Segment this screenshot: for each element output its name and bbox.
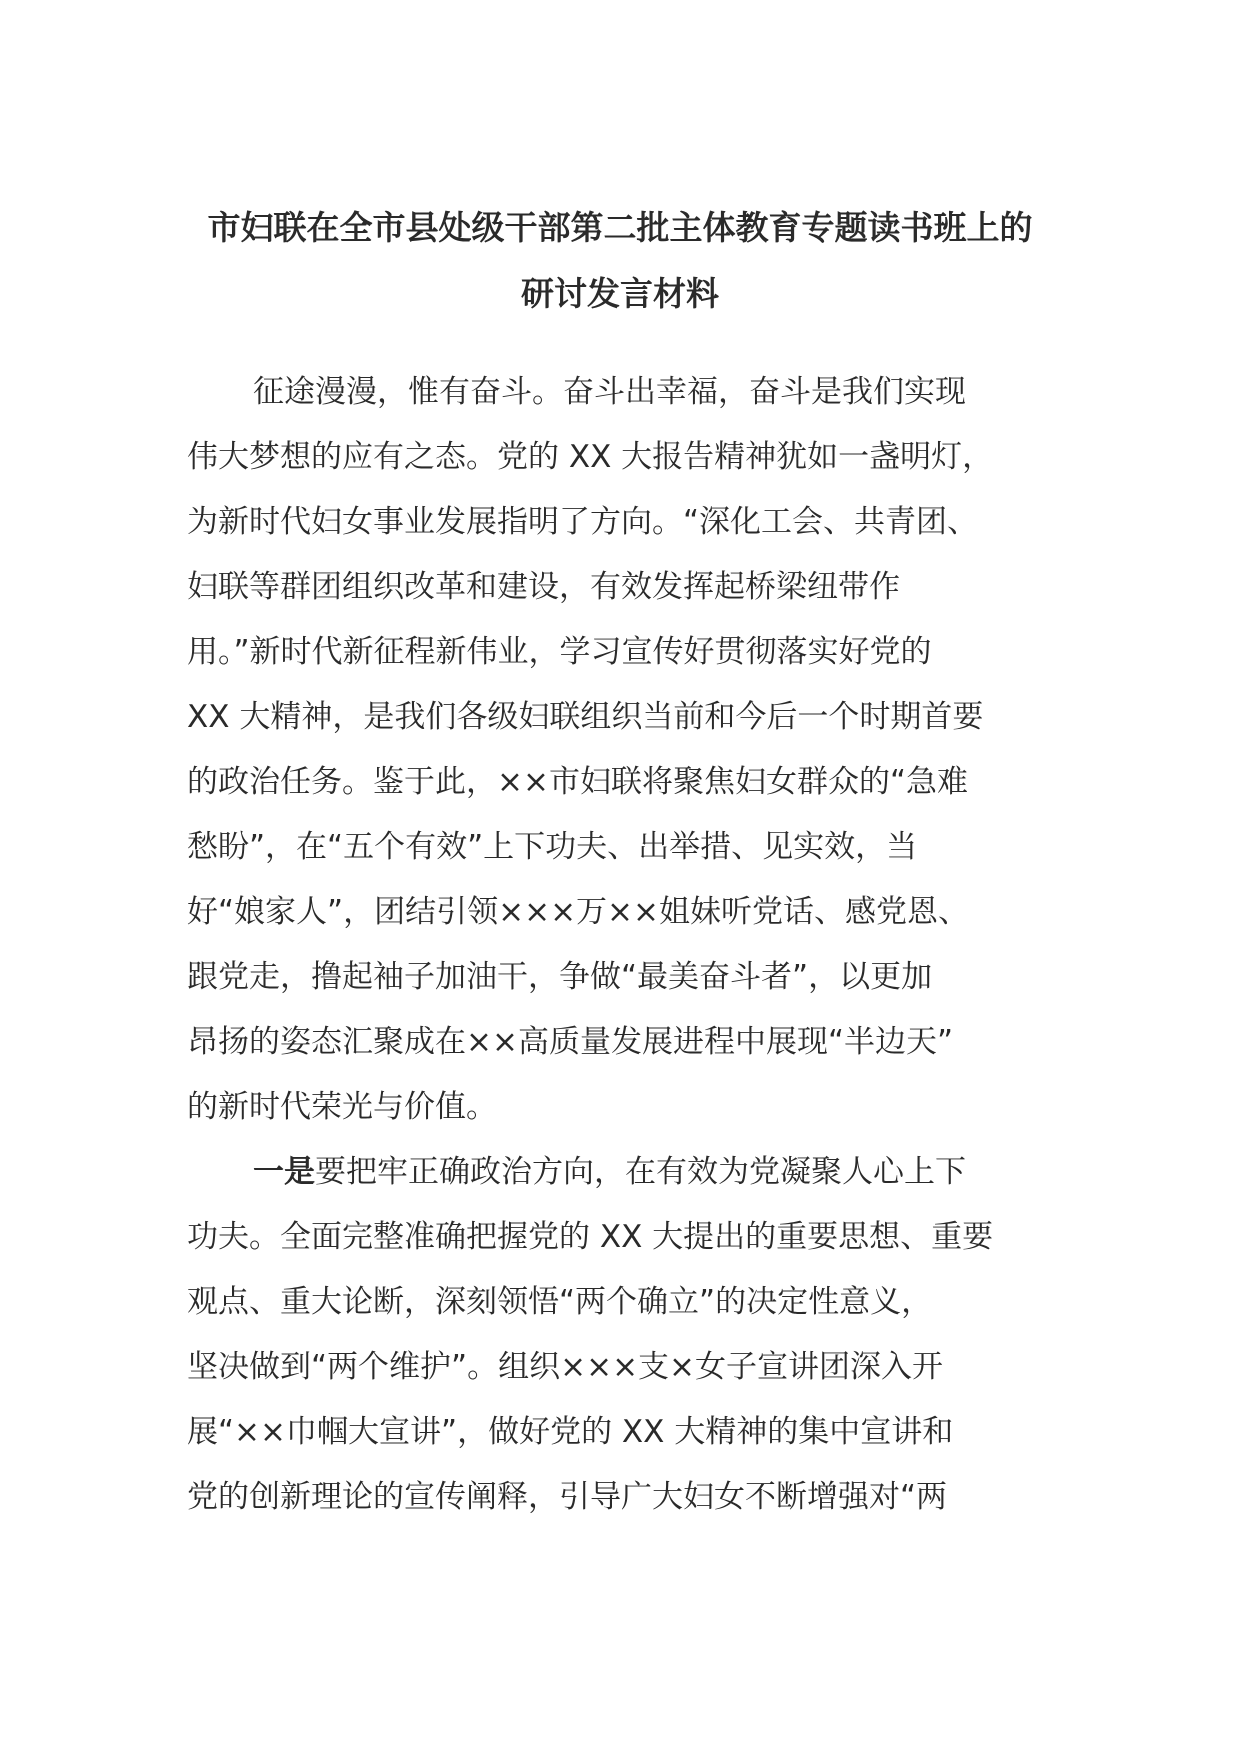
title-line-1: 市妇联在全市县处级干部第二批主体教育专题读书班上的: [207, 208, 1033, 247]
paragraph-intro: [187, 360, 1067, 1140]
text-line: 党的创新理论的宣传阐释，引导广大妇女不断增强对“两: [187, 1479, 948, 1515]
text-line: 愁盼”，在“五个有效”上下功夫、出举措、见实效，当: [187, 829, 918, 865]
text-line: XX 大精神，是我们各级妇联组织当前和今后一个时期首要: [187, 699, 984, 735]
text-line: 好“娘家人”，团结引领×××万××姐妹听党话、感党恩、: [187, 894, 969, 930]
point-lead: 一是: [253, 1154, 315, 1190]
text-line: 用。”新时代新征程新伟业，学习宣传好贯彻落实好党的: [187, 634, 932, 670]
text-line: 坚决做到“两个维护”。组织×××支×女子宣讲团深入开: [187, 1349, 944, 1385]
text-line: 展“××巾帼大宣讲”，做好党的 XX 大精神的集中宣讲和: [187, 1414, 954, 1450]
text-line: 妇联等群团组织改革和建设，有效发挥起桥梁纽带作: [187, 569, 900, 605]
text-line: 征途漫漫，惟有奋斗。奋斗出幸福，奋斗是我们实现: [253, 374, 966, 410]
text-line: 功夫。全面完整准确把握党的 XX 大提出的重要思想、重要: [187, 1219, 994, 1255]
text-line: 的新时代荣光与价值。: [187, 1089, 497, 1125]
text-line: [187, 1140, 1067, 1205]
text-line: 观点、重大论断，深刻领悟“两个确立”的决定性意义，: [187, 1284, 933, 1320]
text-line: 伟大梦想的应有之态。党的 XX 大报告精神犹如一盏明灯，: [187, 439, 994, 475]
title-line-2: 研讨发言材料: [521, 274, 719, 313]
paragraph-point-one: [187, 1140, 1067, 1530]
document-title: [150, 195, 1090, 327]
text-line: 跟党走，撸起袖子加油干，争做“最美奋斗者”，以更加: [187, 959, 933, 995]
text-line: 为新时代妇女事业发展指明了方向。“深化工会、共青团、: [187, 504, 979, 540]
point-first-line-text: 要把牢正确政治方向，在有效为党凝聚人心上下: [315, 1154, 966, 1190]
text-line: 的政治任务。鉴于此，××市妇联将聚焦妇女群众的“急难: [187, 764, 969, 800]
document-body: [187, 360, 1067, 1530]
text-line: 昂扬的姿态汇聚成在××高质量发展进程中展现“半边天”: [187, 1024, 954, 1060]
